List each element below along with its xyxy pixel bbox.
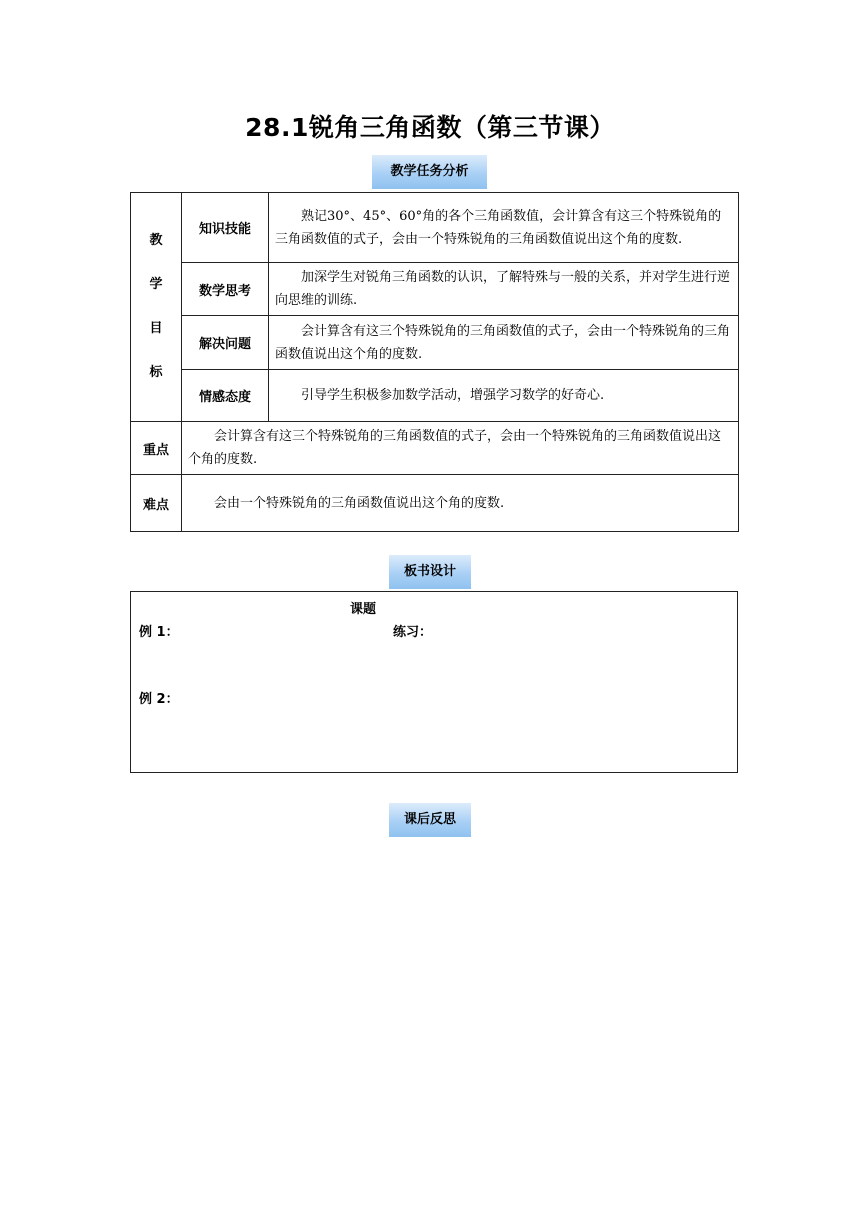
key-point-text: 会计算含有这三个特殊锐角的三角函数值的式子，会由一个特殊锐角的三角函数值说出这个角的度数. [182, 422, 739, 475]
board-example-1: 例 1： [139, 625, 179, 640]
board-example-2: 例 2： [139, 692, 179, 707]
goal-row-text: 会计算含有这三个特殊锐角的三角函数值的式子，会由一个特殊锐角的三角函数值说出这个角的度数. [269, 316, 739, 370]
page-title: 28.1锐角三角函数（第三节课） [245, 113, 615, 142]
goal-label-char: 目 [149, 321, 163, 336]
key-point-label: 重点 [131, 422, 182, 475]
goal-row-text: 加深学生对锐角三角函数的认识，了解特殊与一般的关系，并对学生进行逆向思维的训练. [269, 263, 739, 316]
task-analysis-table [130, 192, 739, 532]
goal-row-text: 熟记30°、45°、60°角的各个三角函数值，会计算含有这三个特殊锐角的三角函数值的式子，会由一个特殊锐角的三角函数值说出这个角的度数. [269, 193, 739, 263]
difficulty-label: 难点 [131, 475, 182, 532]
goal-row-label: 解决问题 [182, 316, 269, 370]
goal-label-char: 教 [149, 233, 163, 248]
goal-label-char: 标 [149, 365, 163, 380]
board-topic: 课题 [350, 602, 377, 617]
goal-row-label: 情感态度 [182, 370, 269, 422]
section-banner-board-design: 板书设计 [389, 555, 471, 589]
teaching-goals-label [131, 193, 182, 422]
goal-row-text: 引导学生积极参加数学活动，增强学习数学的好奇心. [269, 370, 739, 422]
difficulty-text: 会由一个特殊锐角的三角函数值说出这个角的度数. [182, 475, 739, 532]
section-banner-task-analysis: 教学任务分析 [372, 155, 487, 189]
goal-row-label: 知识技能 [182, 193, 269, 263]
goal-label-char: 学 [149, 277, 163, 292]
goal-row-label: 数学思考 [182, 263, 269, 316]
board-design-box [130, 591, 738, 773]
section-banner-reflection: 课后反思 [389, 803, 471, 837]
board-practice: 练习： [393, 625, 433, 640]
